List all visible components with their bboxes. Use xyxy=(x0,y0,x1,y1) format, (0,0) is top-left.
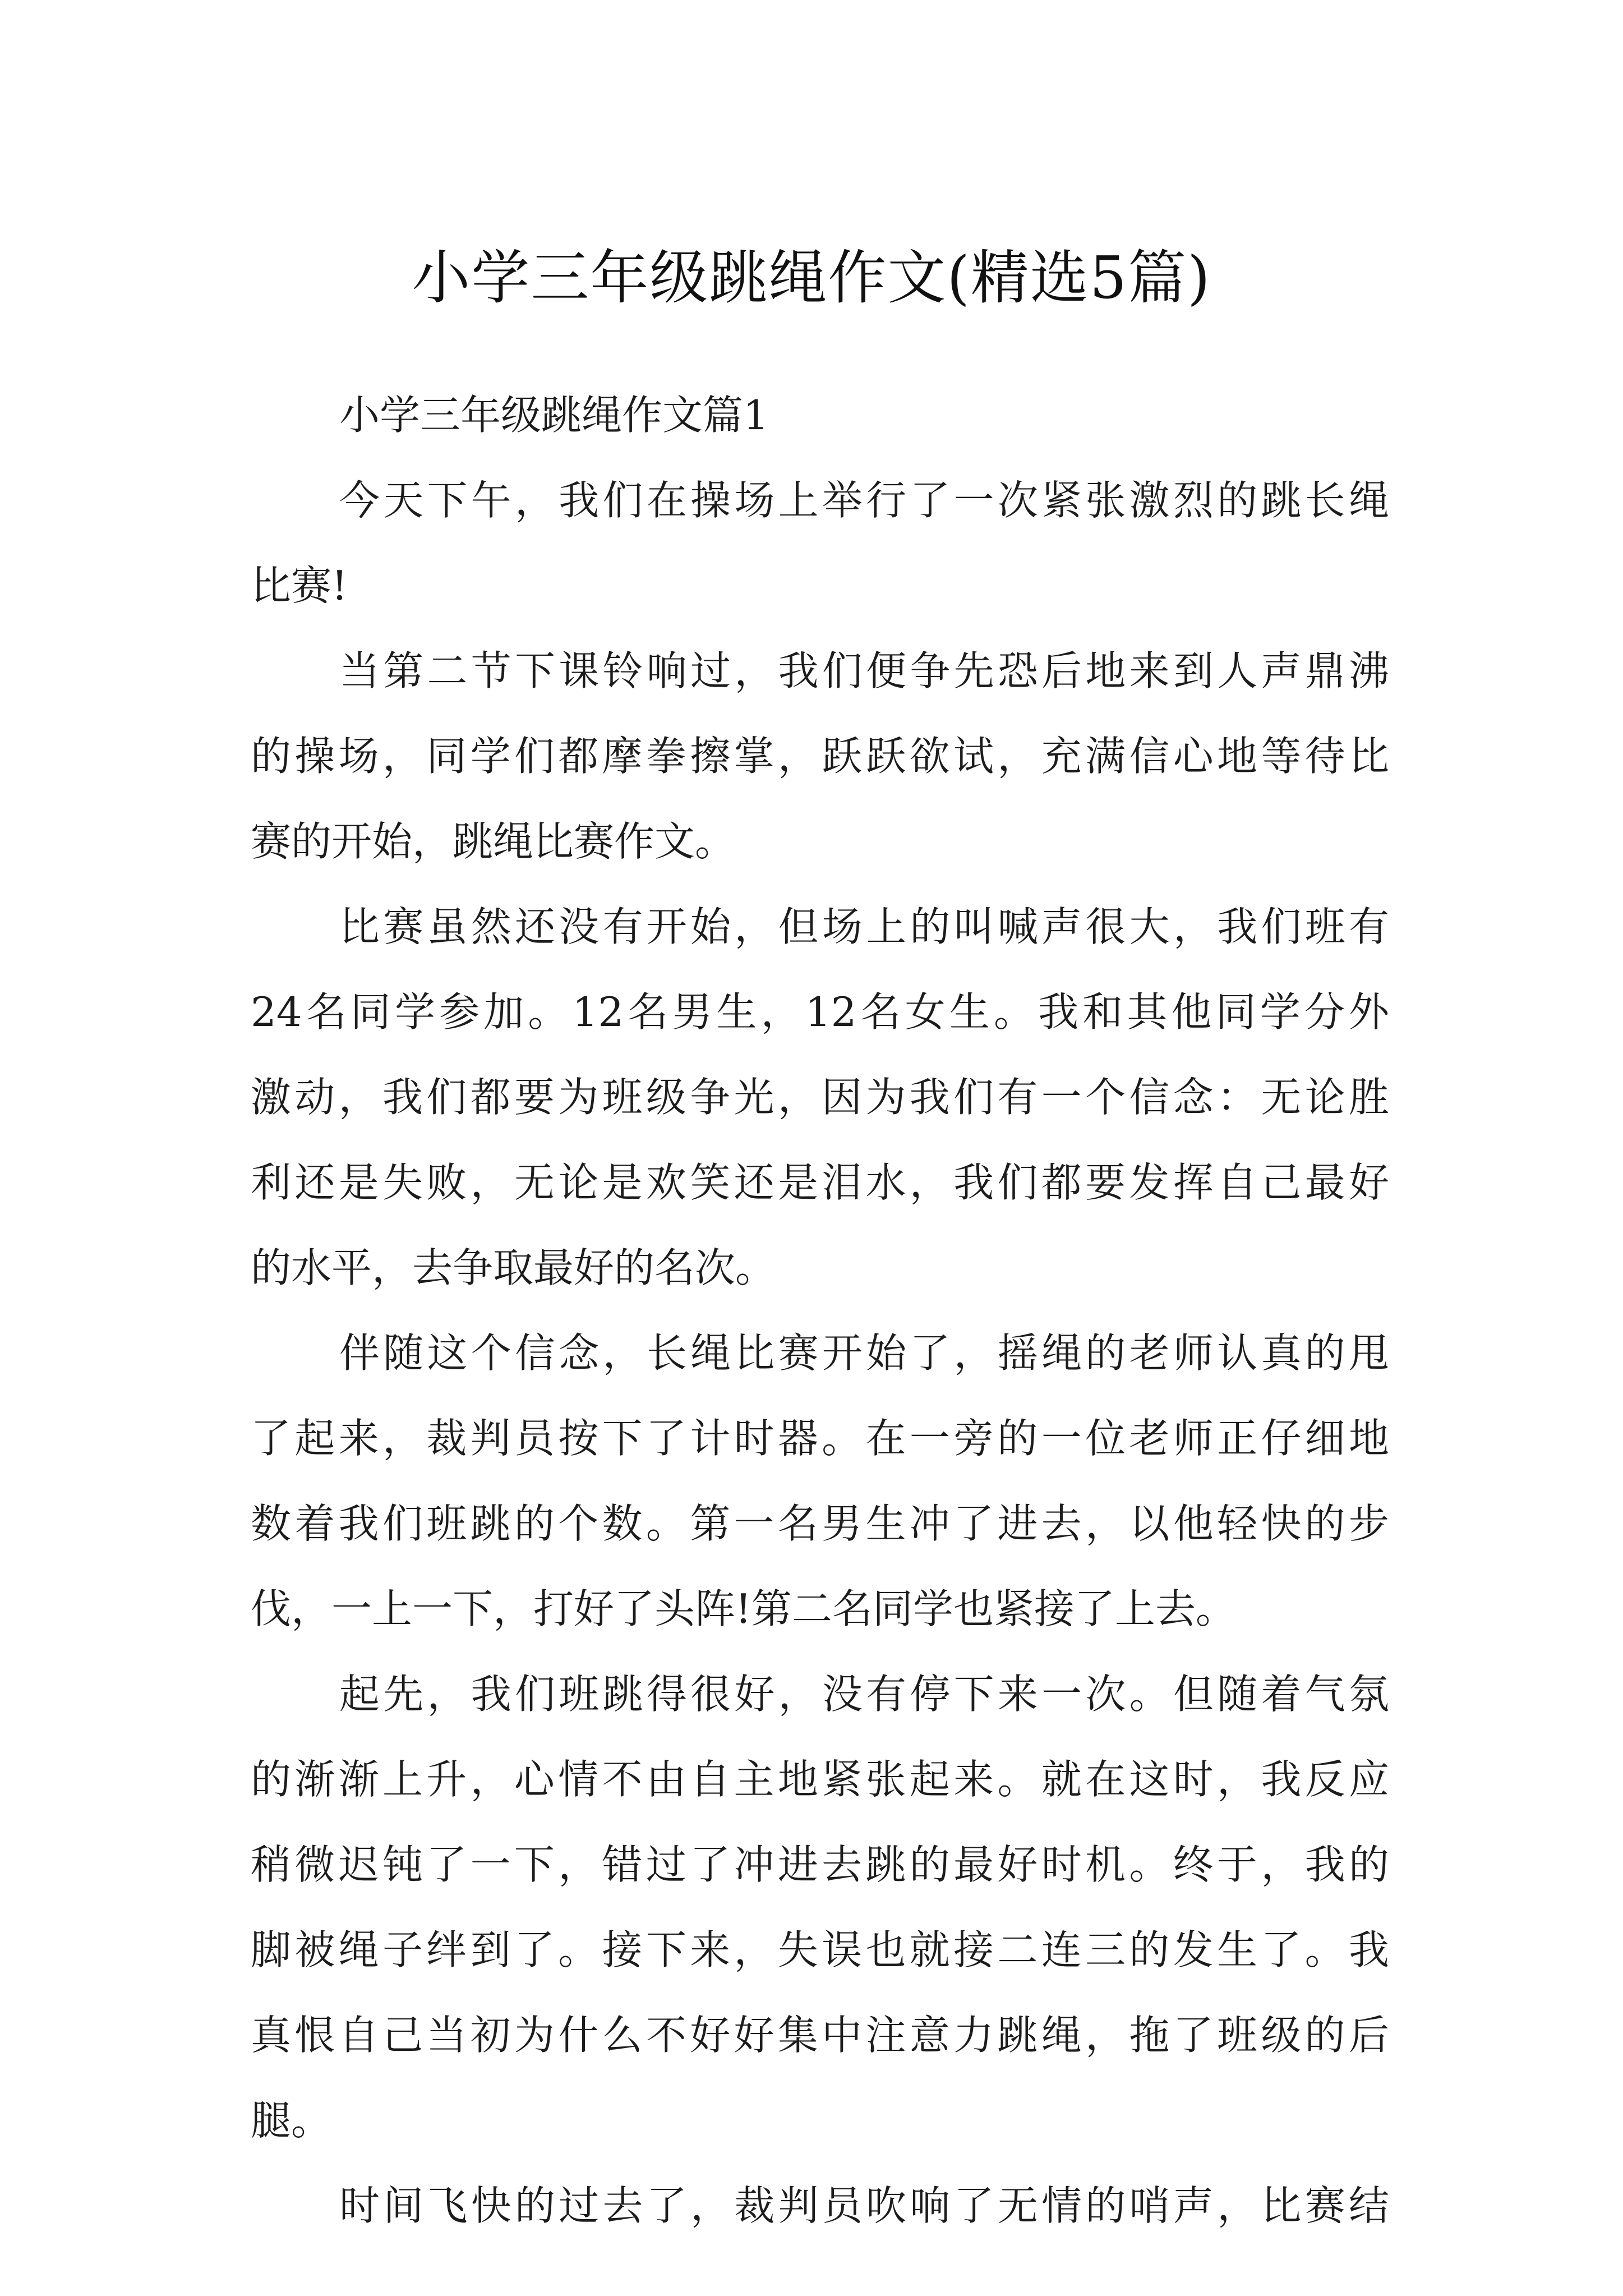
paragraph-line: 的操场，同学们都摩拳擦掌，跃跃欲试，充满信心地等待比 xyxy=(251,733,1389,780)
paragraph-line: 脚被绳子绊到了。接下来，失误也就接二连三的发生了。我 xyxy=(251,1926,1389,1973)
paragraph-line: 稍微迟钝了一下，错过了冲进去跳的最好时机。终于，我的 xyxy=(251,1841,1389,1888)
paragraph-line: 赛的开始，跳绳比赛作文。 xyxy=(251,818,736,865)
document-title: 小学三年级跳绳作文(精选5篇) xyxy=(412,243,1211,312)
paragraph-line: 了起来，裁判员按下了计时器。在一旁的一位老师正仔细地 xyxy=(251,1415,1389,1462)
paragraph-line: 真恨自己当初为什么不好好集中注意力跳绳，拖了班级的后 xyxy=(251,2012,1389,2059)
paragraph-line: 起先，我们班跳得很好，没有停下来一次。但随着气氛 xyxy=(339,1671,1389,1718)
section-heading: 小学三年级跳绳作文篇1 xyxy=(339,392,769,439)
paragraph-line: 激动，我们都要为班级争光，因为我们有一个信念：无论胜 xyxy=(251,1074,1389,1121)
paragraph-line: 24名同学参加。12名男生，12名女生。我和其他同学分外 xyxy=(251,988,1389,1036)
paragraph-line: 利还是失败，无论是欢笑还是泪水，我们都要发挥自己最好 xyxy=(251,1159,1389,1206)
paragraph-line: 比赛! xyxy=(251,562,348,609)
document-body xyxy=(251,372,1389,2248)
paragraph-line: 伴随这个信念，长绳比赛开始了，摇绳的老师认真的甩 xyxy=(339,1329,1389,1377)
paragraph-line: 腿。 xyxy=(251,2097,332,2144)
paragraph-line: 数着我们班跳的个数。第一名男生冲了进去，以他轻快的步 xyxy=(251,1500,1389,1547)
paragraph-line: 的渐渐上升，心情不由自主地紧张起来。就在这时，我反应 xyxy=(251,1756,1389,1803)
paragraph-line: 比赛虽然还没有开始，但场上的叫喊声很大，我们班有 xyxy=(339,903,1389,950)
paragraph-line: 当第二节下课铃响过，我们便争先恐后地来到人声鼎沸 xyxy=(339,647,1389,694)
paragraph-line: 时间飞快的过去了，裁判员吹响了无情的哨声，比赛结 xyxy=(339,2182,1389,2229)
paragraph-line: 伐，一上一下，打好了头阵!第二名同学也紧接了上去。 xyxy=(251,1585,1236,1632)
paragraph-line: 今天下午，我们在操场上举行了一次紧张激烈的跳长绳 xyxy=(339,477,1389,524)
paragraph-line: 的水平，去争取最好的名次。 xyxy=(251,1244,776,1291)
